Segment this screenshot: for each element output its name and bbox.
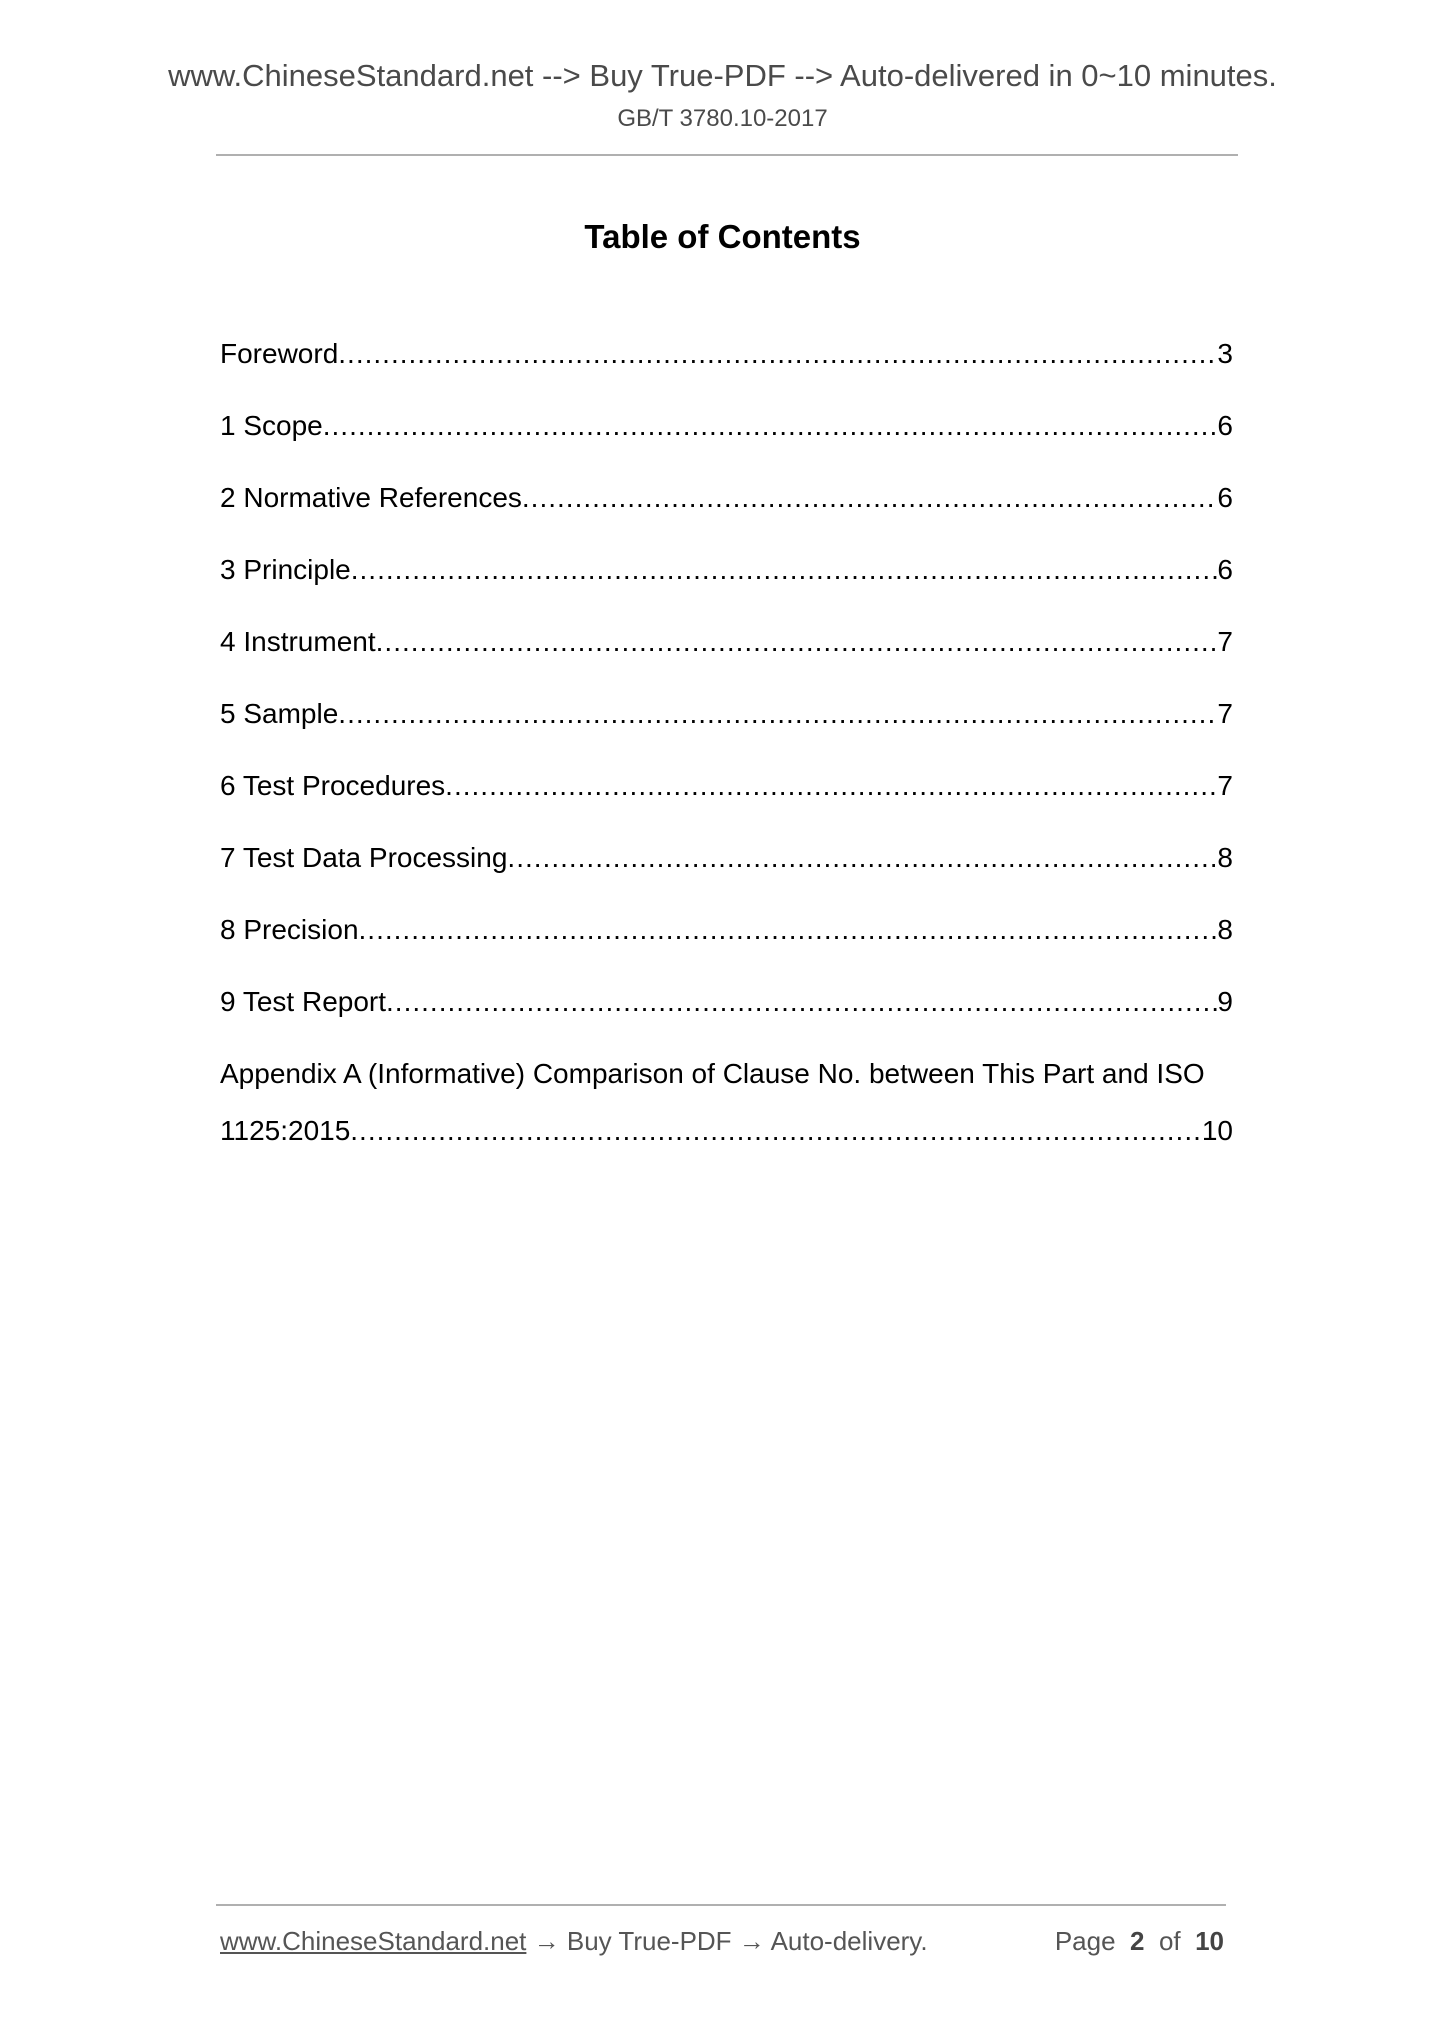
toc-page: 8	[1217, 842, 1233, 873]
toc-entry-principle[interactable]	[220, 554, 1233, 586]
toc-label: 1 Scope	[220, 410, 323, 441]
dot-leader	[376, 626, 1218, 658]
toc-entry-normative-references[interactable]	[220, 482, 1233, 514]
dot-leader	[359, 914, 1218, 946]
toc-label: 2 Normative References	[220, 482, 522, 513]
of-label: of	[1158, 1926, 1181, 1956]
dot-leader	[507, 842, 1217, 874]
dot-leader	[351, 554, 1218, 586]
dot-leader	[522, 482, 1218, 514]
toc-page: 7	[1217, 770, 1233, 801]
footer-divider	[216, 1904, 1226, 1906]
page-footer	[220, 1926, 1224, 1957]
toc-label: 7 Test Data Processing	[220, 842, 508, 873]
toc-page: 8	[1217, 914, 1233, 945]
toc-label: 6 Test Procedures	[220, 770, 446, 801]
toc-page: 7	[1217, 626, 1233, 657]
toc-entry-test-report[interactable]	[220, 986, 1233, 1018]
dot-leader	[323, 410, 1218, 442]
toc-label: 1125:2015	[220, 1115, 351, 1146]
toc-entry-appendix-a-line1[interactable]: Appendix A (Informative) Comparison of Clause No. between This Part and ISO	[220, 1058, 1205, 1089]
toc-entry-sample[interactable]	[220, 698, 1233, 730]
standard-number: GB/T 3780.10-2017	[617, 105, 828, 132]
toc-label: 8 Precision	[220, 914, 359, 945]
page-indicator	[1055, 1926, 1224, 1957]
footer-text: → Buy True-PDF → Auto-delivery.	[526, 1926, 928, 1956]
dot-leader	[338, 698, 1217, 730]
dot-leader	[386, 986, 1217, 1018]
toc-entry-precision[interactable]	[220, 914, 1233, 946]
toc-label: 9 Test Report	[220, 986, 387, 1017]
footer-site-link[interactable]: www.ChineseStandard.net	[220, 1926, 527, 1956]
toc-page: 7	[1217, 698, 1233, 729]
toc-page: 6	[1217, 410, 1233, 441]
toc-label: 5 Sample	[220, 698, 339, 729]
toc-entry-test-data-processing[interactable]	[220, 842, 1233, 874]
toc-page: 6	[1217, 482, 1233, 513]
dot-leader	[338, 338, 1217, 370]
page-total: 10	[1195, 1926, 1224, 1956]
toc-entry-test-procedures[interactable]	[220, 770, 1233, 802]
toc-entry-scope[interactable]	[220, 410, 1233, 442]
header-banner: www.ChineseStandard.net --> Buy True-PDF --> Auto-delivered in 0~10 minutes.	[168, 58, 1277, 93]
page-current: 2	[1130, 1926, 1145, 1956]
toc-entry-appendix-a[interactable]	[220, 1115, 1233, 1147]
page-label: Page	[1054, 1926, 1116, 1956]
toc-page: 10	[1201, 1115, 1233, 1146]
toc-page: 9	[1217, 986, 1233, 1017]
toc-page: 6	[1217, 554, 1233, 585]
toc-label: Foreword	[220, 338, 339, 369]
toc-page: 3	[1217, 338, 1233, 369]
toc-label: 4 Instrument	[220, 626, 376, 657]
toc-entry-instrument[interactable]	[220, 626, 1233, 658]
toc-label: 3 Principle	[220, 554, 351, 585]
toc-entry-foreword[interactable]	[220, 338, 1233, 370]
dot-leader	[445, 770, 1217, 802]
page-title: Table of Contents	[584, 218, 861, 255]
footer-left	[220, 1926, 928, 1957]
dot-leader	[350, 1115, 1202, 1147]
header-divider	[216, 154, 1238, 156]
